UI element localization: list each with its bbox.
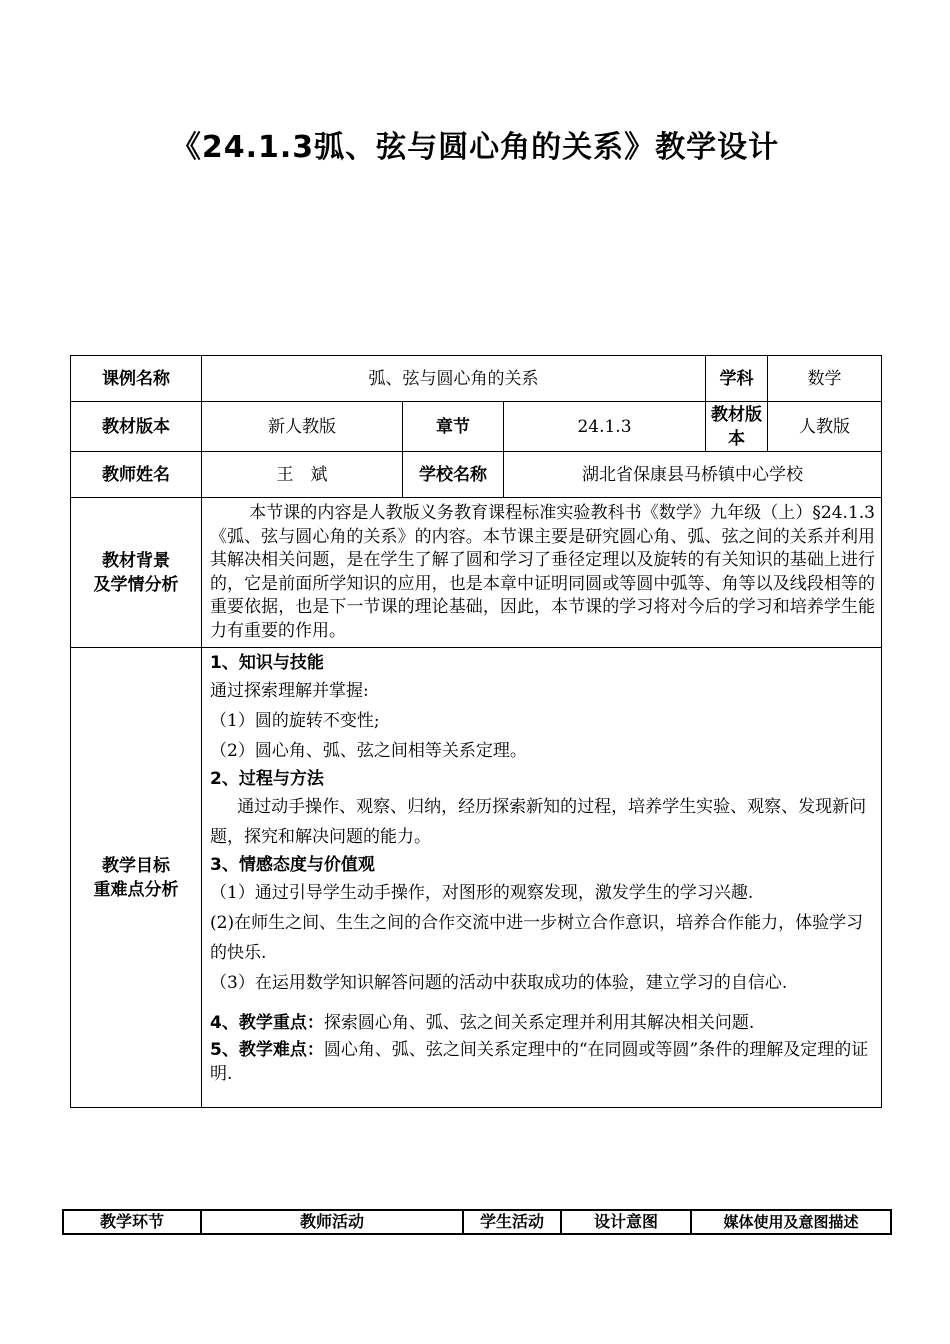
textbook-label-line1: 教材版 [711, 404, 762, 425]
background-content [202, 498, 882, 648]
document-title: 《24.1.3弧、弦与圆心角的关系》教学设计 [170, 130, 780, 165]
chapter-value: 24.1.3 [504, 402, 706, 452]
chapter-label: 章节 [403, 402, 504, 452]
goals-label-line1: 教学目标 [102, 855, 170, 876]
goals-content [202, 648, 882, 1108]
knowledge-item-1: （1）圆的旋转不变性; [210, 711, 380, 731]
textbook-edition-label [706, 402, 768, 452]
background-label-line2: 及学情分析 [93, 574, 179, 595]
course-name-value: 弧、弦与圆心角的关系 [202, 356, 706, 402]
header-design-intent: 设计意图 [561, 1210, 691, 1234]
goals-label-line2: 重难点分析 [93, 879, 179, 900]
edition-value: 新人教版 [202, 402, 403, 452]
knowledge-skills-heading: 1、知识与技能 [210, 653, 324, 673]
header-media-usage: 媒体使用及意图描述 [691, 1210, 891, 1234]
attitude-item-1: （1）通过引导学生动手操作，对图形的观察发现，激发学生的学习兴趣. [210, 883, 754, 903]
difficult-point-text: 圆心角、弧、弦之间关系定理中的“在同圆或等圆”条件的理解及定理的证明. [210, 1040, 869, 1084]
key-point [210, 1008, 875, 1038]
subject-value: 数学 [768, 356, 882, 402]
school-value: 湖北省保康县马桥镇中心学校 [504, 452, 882, 498]
row-course-name [71, 356, 882, 402]
edition-label: 教材版本 [71, 402, 202, 452]
background-label-line1: 教材背景 [102, 550, 170, 571]
process-method-heading: 2、过程与方法 [210, 769, 324, 789]
row-background [71, 498, 882, 648]
knowledge-item-2: （2）圆心角、弧、弦之间相等关系定理。 [210, 741, 527, 761]
textbook-edition-value: 人教版 [768, 402, 882, 452]
row-goals [71, 648, 882, 1108]
row-textbook-edition [71, 402, 882, 452]
row-teacher [71, 452, 882, 498]
header-teacher-activity: 教师活动 [201, 1210, 463, 1234]
attitude-item-3: （3）在运用数学知识解答问题的活动中获取成功的体验，建立学习的自信心. [210, 973, 788, 993]
school-label: 学校名称 [403, 452, 504, 498]
difficult-point-label: 5、教学难点： [210, 1040, 324, 1060]
goals-label [71, 648, 202, 1108]
background-paragraph: 本节课的内容是人教版义务教育课程标准实验教科书《数学》九年级（上）§24.1.3《弧、弦与圆心角的关系》的内容。本节课主要是研究圆心角、弧、弦之间的关系并利用其解决相关问题，是在学生了解了圆和学习了垂径定理以及旋转的有关知识的基础上进行的，它是前面所学知识的应用，也是本章中证明同圆或等圆中弧等、角等以及线段相等的重要依据，也是下一节课的理论基础，因此，本节课的学习将对今后的学习和培养学生能力有重要的作用。 [210, 503, 875, 641]
header-student-activity: 学生活动 [463, 1210, 561, 1234]
course-info-table [70, 355, 882, 1108]
key-point-text: 探索圆心角、弧、弦之间关系定理并利用其解决相关问题. [323, 1013, 755, 1033]
knowledge-intro: 通过探索理解并掌握: [210, 681, 369, 701]
header-teaching-stage: 教学环节 [63, 1210, 201, 1234]
subject-label: 学科 [706, 356, 768, 402]
attitude-values-heading: 3、情感态度与价值观 [210, 855, 375, 875]
background-label [71, 498, 202, 648]
course-name-label: 课例名称 [71, 356, 202, 402]
difficult-point [210, 1038, 875, 1086]
process-header-row [63, 1210, 891, 1234]
key-point-label: 4、教学重点： [210, 1013, 324, 1033]
attitude-item-2: (2)在师生之间、生生之间的合作交流中进一步树立合作意识，培养合作能力，体验学习的快乐. [210, 913, 864, 963]
teacher-label: 教师姓名 [71, 452, 202, 498]
textbook-label-line2: 本 [728, 428, 745, 449]
teacher-value: 王 斌 [202, 452, 403, 498]
teaching-process-table [62, 1209, 892, 1235]
process-method-text: 通过动手操作、观察、归纳，经历探索新知的过程，培养学生实验、观察、发现新问题，探究和解决问题的能力。 [210, 797, 867, 847]
